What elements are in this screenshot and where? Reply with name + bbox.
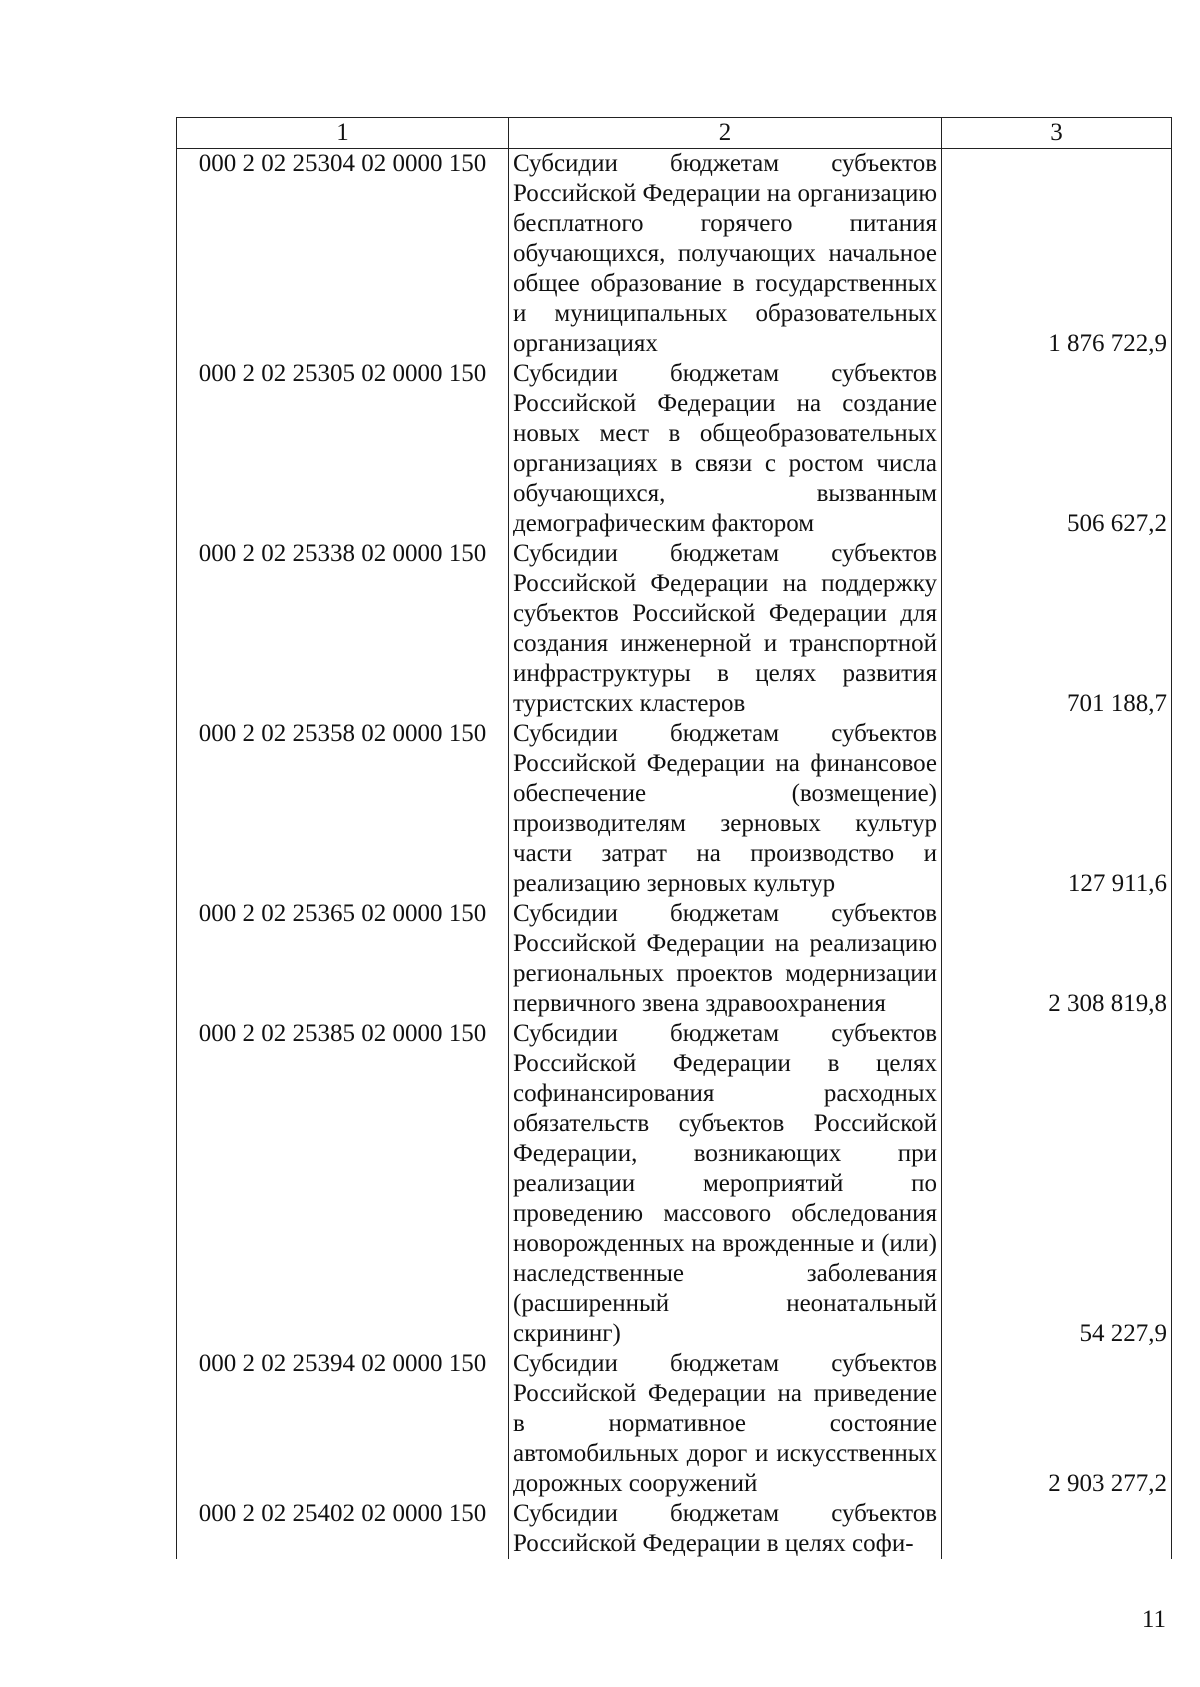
budget-code: 000 2 02 25365 02 0000 150 (177, 899, 509, 1019)
budget-code: 000 2 02 25305 02 0000 150 (177, 359, 509, 539)
header-row (177, 118, 1172, 149)
header-col-1: 1 (177, 118, 509, 149)
budget-description: Субсидии бюджетам субъектов Российской Федерации на создание новых мест в общеобразовательных организациях в связи с ростом числа обучающихся, вызванным демографическим фактором (509, 359, 942, 539)
budget-code: 000 2 02 25394 02 0000 150 (177, 1349, 509, 1499)
budget-description: Субсидии бюджетам субъектов Российской Федерации в целях софинансирования расходных обязательств субъектов Российской Федерации, возникающих при реализации мероприятий по проведению массового обследования новорожденных на врожденные и (или) наследственные заболевания (расширенный неонатальный скрининг) (509, 1019, 942, 1349)
budget-code: 000 2 02 25304 02 0000 150 (177, 149, 509, 360)
budget-table (176, 117, 1172, 1559)
table-row (177, 899, 1172, 1019)
table-row (177, 1349, 1172, 1499)
budget-amount (942, 1499, 1172, 1559)
table-row (177, 719, 1172, 899)
budget-amount: 2 903 277,2 (942, 1349, 1172, 1499)
table-row (177, 359, 1172, 539)
budget-description: Субсидии бюджетам субъектов Российской Федерации на поддержку субъектов Российской Федерации для создания инженерной и транспортной инфраструктуры в целях развития туристских кластеров (509, 539, 942, 719)
budget-amount: 506 627,2 (942, 359, 1172, 539)
budget-description: Субсидии бюджетам субъектов Российской Федерации на финансовое обеспечение (возмещение) производителям зерновых культур части затрат на производство и реализацию зерновых культур (509, 719, 942, 899)
page-number: 11 (1141, 1606, 1166, 1633)
budget-amount: 701 188,7 (942, 539, 1172, 719)
table-row (177, 149, 1172, 360)
budget-description: Субсидии бюджетам субъектов Российской Федерации в целях софи- (509, 1499, 942, 1559)
budget-code: 000 2 02 25358 02 0000 150 (177, 719, 509, 899)
table-row (177, 1019, 1172, 1349)
header-col-2: 2 (509, 118, 942, 149)
table-row (177, 539, 1172, 719)
budget-amount: 1 876 722,9 (942, 149, 1172, 360)
budget-amount: 127 911,6 (942, 719, 1172, 899)
budget-description: Субсидии бюджетам субъектов Российской Федерации на приведение в нормативное состояние автомобильных дорог и искусственных дорожных сооружений (509, 1349, 942, 1499)
budget-description: Субсидии бюджетам субъектов Российской Федерации на реализацию региональных проектов модернизации первичного звена здравоохранения (509, 899, 942, 1019)
budget-amount: 2 308 819,8 (942, 899, 1172, 1019)
table-row (177, 1499, 1172, 1559)
table-body (177, 149, 1172, 1560)
budget-amount: 54 227,9 (942, 1019, 1172, 1349)
budget-description: Субсидии бюджетам субъектов Российской Федерации на организацию бесплатного горячего питания обучающихся, получающих начальное общее образование в государственных и муниципальных образовательных организациях (509, 149, 942, 360)
budget-code: 000 2 02 25402 02 0000 150 (177, 1499, 509, 1559)
table-header (177, 118, 1172, 149)
header-col-3: 3 (942, 118, 1172, 149)
budget-code: 000 2 02 25385 02 0000 150 (177, 1019, 509, 1349)
budget-code: 000 2 02 25338 02 0000 150 (177, 539, 509, 719)
